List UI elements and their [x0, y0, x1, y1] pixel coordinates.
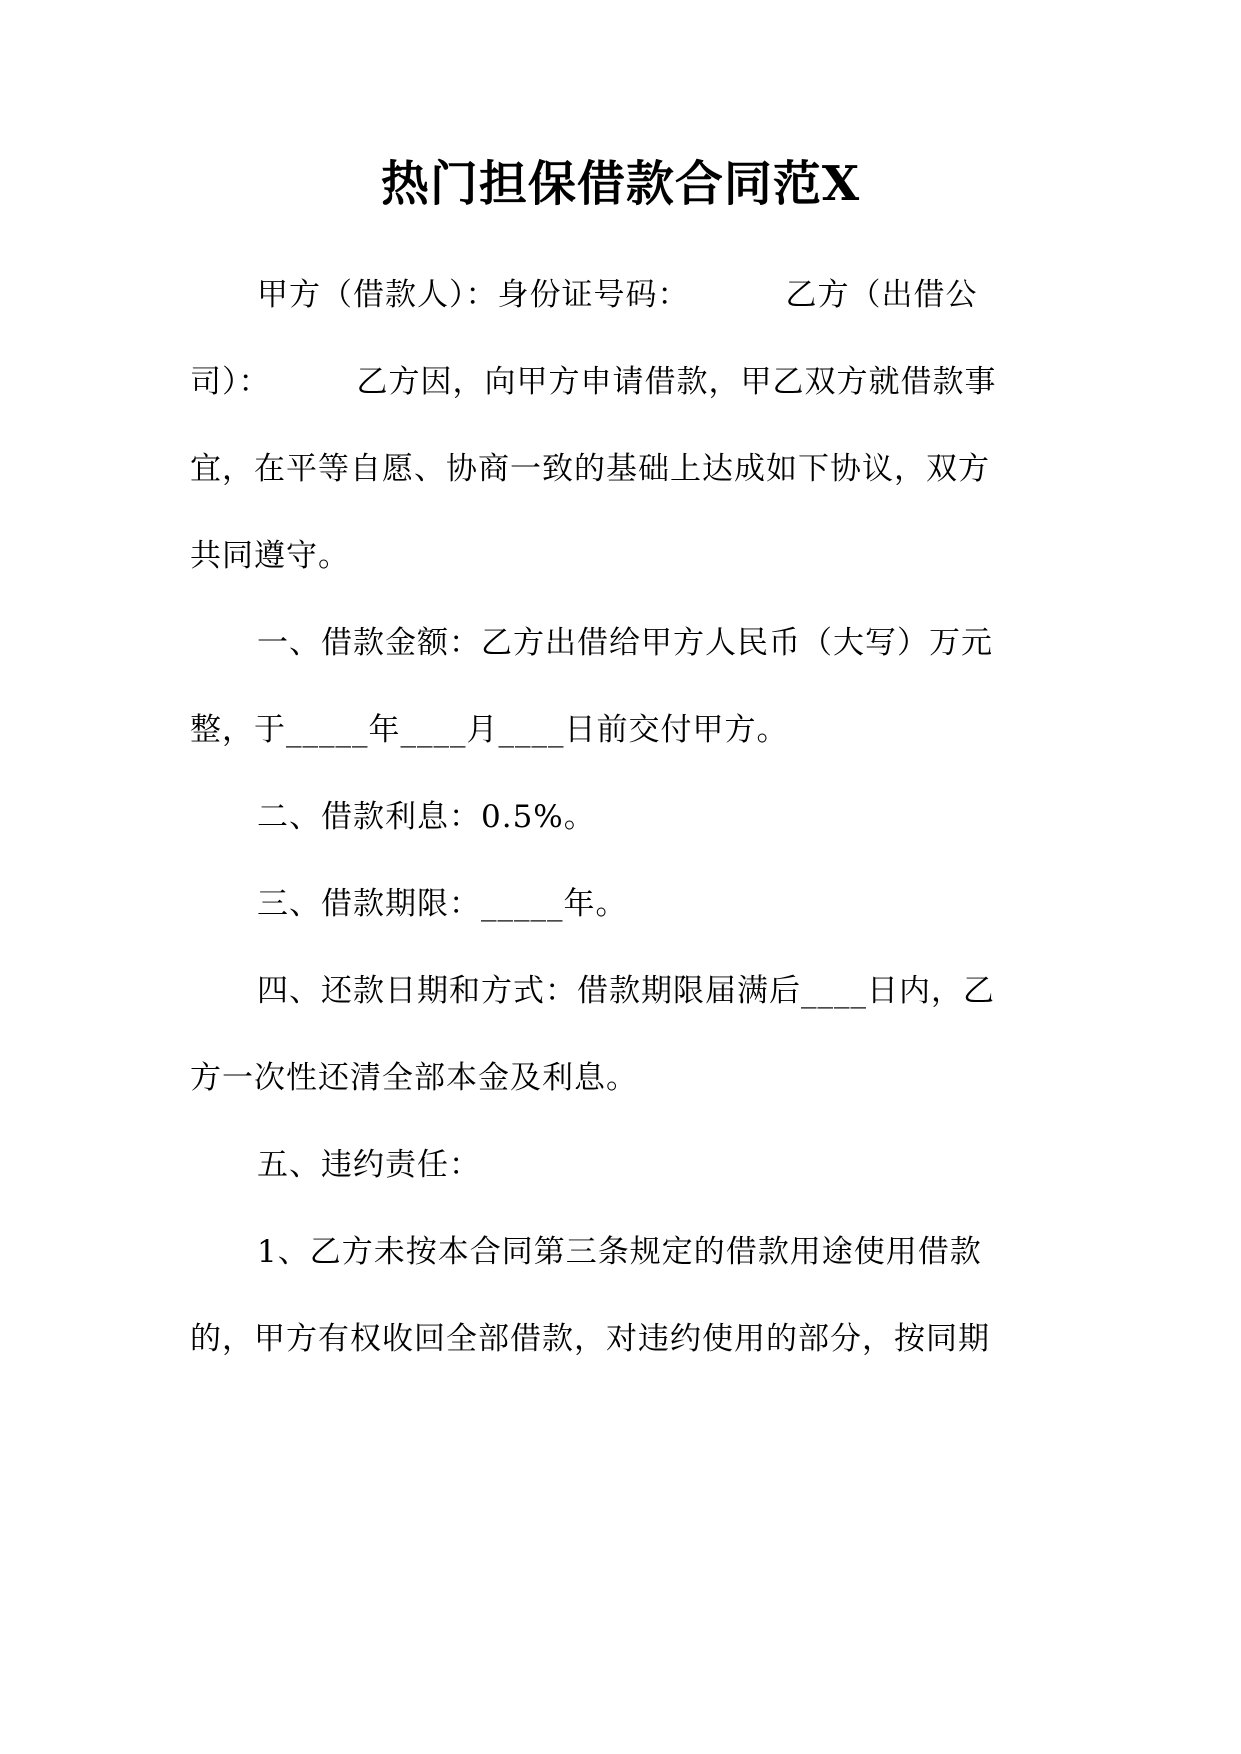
paragraph-line: 方一次性还清全部本金及利息。 — [190, 1060, 638, 1096]
clause-repayment: 四、还款日期和方式：借款期限届满后____日内，乙 — [257, 973, 995, 1009]
clause-term: 三、借款期限：_____年。 — [257, 886, 628, 922]
paragraph-line: 的，甲方有权收回全部借款，对违约使用的部分，按同期 — [190, 1321, 990, 1357]
party-a-label: 甲方（借款人）：身份证号码： — [257, 277, 690, 313]
clause-interest: 二、借款利息：0.5%。 — [257, 799, 596, 835]
paragraph-line: 共同遵守。 — [190, 538, 350, 574]
clause-loan-amount: 一、借款金额：乙方出借给甲方人民币（大写）万元 — [257, 625, 993, 661]
document-title: 热门担保借款合同范X — [380, 156, 861, 212]
party-b-label-cont: 司）： — [190, 364, 271, 400]
paragraph-line — [257, 275, 978, 315]
paragraph-line — [190, 362, 997, 402]
paragraph-line: 宜，在平等自愿、协商一致的基础上达成如下协议，双方 — [190, 451, 990, 487]
party-b-label: 乙方（出借公 — [785, 277, 978, 313]
preamble-text: 乙方因，向甲方申请借款，甲乙双方就借款事 — [356, 364, 997, 400]
subclause-1: 1、乙方未按本合同第三条规定的借款用途使用借款 — [257, 1234, 982, 1270]
clause-liability: 五、违约责任： — [257, 1147, 481, 1183]
paragraph-line: 整，于_____年____月____日前交付甲方。 — [190, 712, 789, 748]
